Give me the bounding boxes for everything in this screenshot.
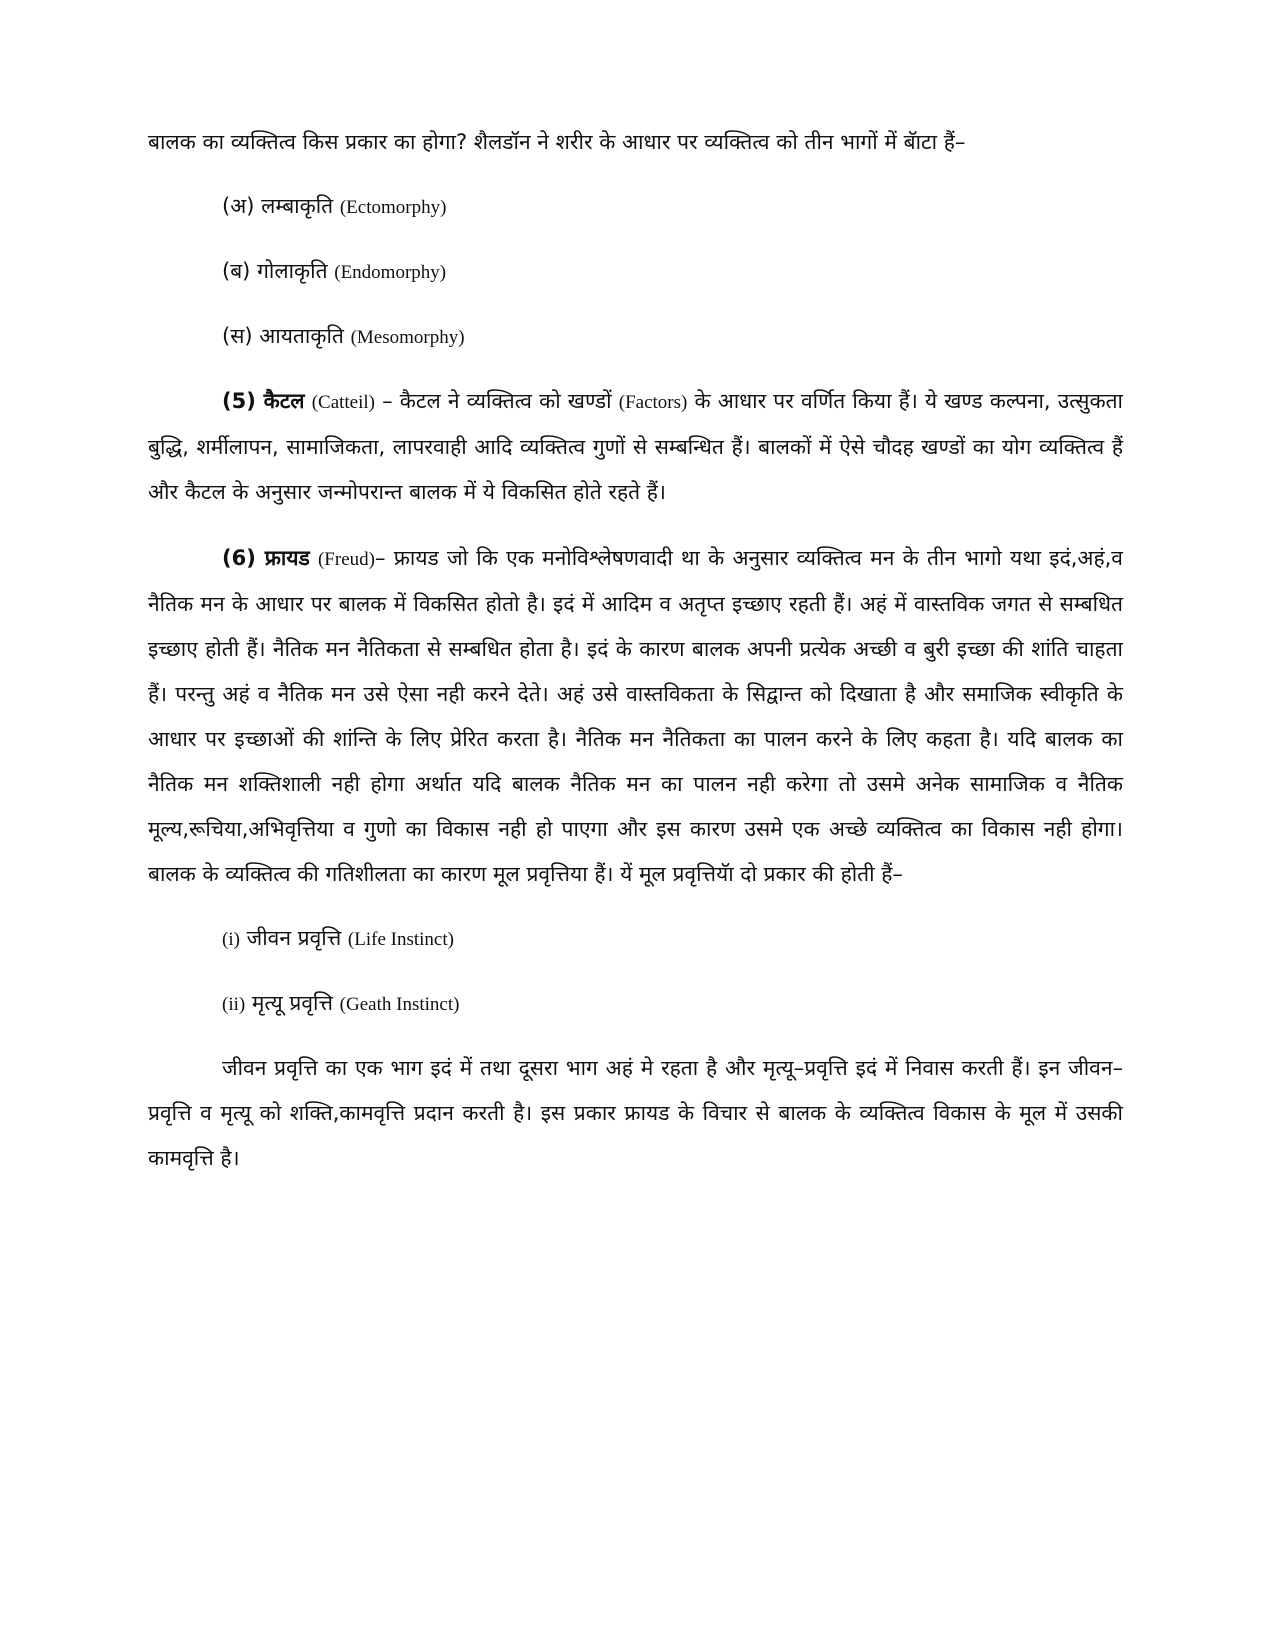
list-item bbox=[222, 184, 1123, 230]
cattell-heading: (5) कैटल bbox=[222, 389, 305, 413]
freud-english-name: (Freud) bbox=[317, 549, 375, 570]
list-marker: (ii) bbox=[222, 994, 246, 1015]
list-marker: (अ) bbox=[222, 194, 255, 218]
list-hindi-term: लम्बाकृति bbox=[261, 194, 334, 218]
list-hindi-term: मृत्यू प्रवृत्ति bbox=[251, 991, 333, 1015]
list-english-term: (Endomorphy) bbox=[334, 262, 447, 283]
list-english-term: (Mesomorphy) bbox=[350, 327, 465, 348]
list-item bbox=[222, 314, 1123, 360]
freud-heading: (6) फ्रायड bbox=[222, 546, 310, 570]
cattell-paragraph bbox=[148, 379, 1123, 515]
cattell-factors-term: (Factors) bbox=[618, 392, 688, 413]
list-hindi-term: जीवन प्रवृत्ति bbox=[246, 926, 342, 950]
instinct-list bbox=[148, 916, 1123, 1027]
list-hindi-term: गोलाकृति bbox=[257, 259, 328, 283]
cattell-english-name: (Catteil) bbox=[311, 392, 375, 413]
list-marker: (i) bbox=[222, 929, 240, 950]
list-item bbox=[222, 981, 1123, 1027]
list-english-term: (Geath Instinct) bbox=[339, 994, 460, 1015]
list-hindi-term: आयताकृति bbox=[259, 324, 344, 348]
list-item bbox=[222, 249, 1123, 295]
list-english-term: (Ectomorphy) bbox=[339, 197, 447, 218]
freud-text: – फ्रायड जो कि एक मनोविश्लेषणवादी था के अनुसार व्यक्तित्व मन के तीन भागो यथा इदं,अहं,व नैतिक मन के आधार पर बालक में विकसित होतो है। इदं में आदिम व अतृप्त इच्छाए रहती हैं। अहं में वास्तविक जगत से सम्बधित इच्छाए होती हैं। नैतिक मन नैतिकता से सम्बधित होता है। इदं के कारण बालक अपनी प्रत्येक अच्छी व बुरी इच्छा की शांति चाहता हैं। परन्तु अहं व नैतिक मन उसे ऐसा नही करने देते। अहं उसे वास्तविकता के सिद्वान्त को दिखाता है और समाजिक स्वीकृति के आधार पर इच्छाओं की शांन्ति के लिए प्रेरित करता है। नैतिक मन नैतिकता का पालन करने के लिए कहता है। यदि बालक का नैतिक मन शक्तिशाली नही होगा अर्थात यदि बालक नैतिक मन का पालन नही करेगा तो उसमे अनेक सामाजिक व नैतिक मूल्य,रूचिया,अभिवृत्तिया व गुणो का विकास नही हो पाएगा और इस कारण उसमे एक अच्छे व्यक्तित्व का विकास नही होगा। बालक के व्यक्तित्व की गतिशीलता का कारण मूल प्रवृत्तिया हैं। यें मूल प्रवृत्तियॅा दो प्रकार की होती हैं– bbox=[148, 546, 1123, 886]
list-marker: (ब) bbox=[222, 259, 251, 283]
document-page bbox=[148, 120, 1123, 1181]
intro-paragraph: बालक का व्यक्तित्व किस प्रकार का होगा? शैलडॉन ने शरीर के आधार पर व्यक्तित्व को तीन भागों में बॅाटा हैं– bbox=[148, 130, 966, 154]
list-item bbox=[222, 916, 1123, 962]
freud-paragraph bbox=[148, 536, 1123, 897]
cattell-text-a: – कैटल ने व्यक्तित्व को खण्डों bbox=[375, 389, 619, 413]
body-type-list bbox=[148, 184, 1123, 360]
list-marker: (स) bbox=[222, 324, 253, 348]
list-english-term: (Life Instinct) bbox=[347, 929, 454, 950]
conclusion-paragraph: जीवन प्रवृत्ति का एक भाग इदं में तथा दूसरा भाग अहं मे रहता है और मृत्यू–प्रवृत्ति इदं में निवास करती हैं। इन जीवन–प्रवृत्ति व मृत्यू को शक्ति,कामवृत्ति प्रदान करती है। इस प्रकार फ्रायड के विचार से बालक के व्यक्तित्व विकास के मूल में उसकी कामवृत्ति है। bbox=[148, 1056, 1123, 1170]
cattell-text-b: के आधार पर वर्णित किया हैं। ये खण्ड कल्पना, उत्सुकता बुद्धि, शर्मीलापन, सामाजिकता, लापरवाही आदि व्यक्तित्व गुणों से सम्बन्धित हैं। बालकों में ऐसे चौदह खण्डों का योग व्यक्तित्व हैं और कैटल के अनुसार जन्मोपरान्त बालक में ये विकसित होते रहते हैं। bbox=[148, 389, 1123, 504]
